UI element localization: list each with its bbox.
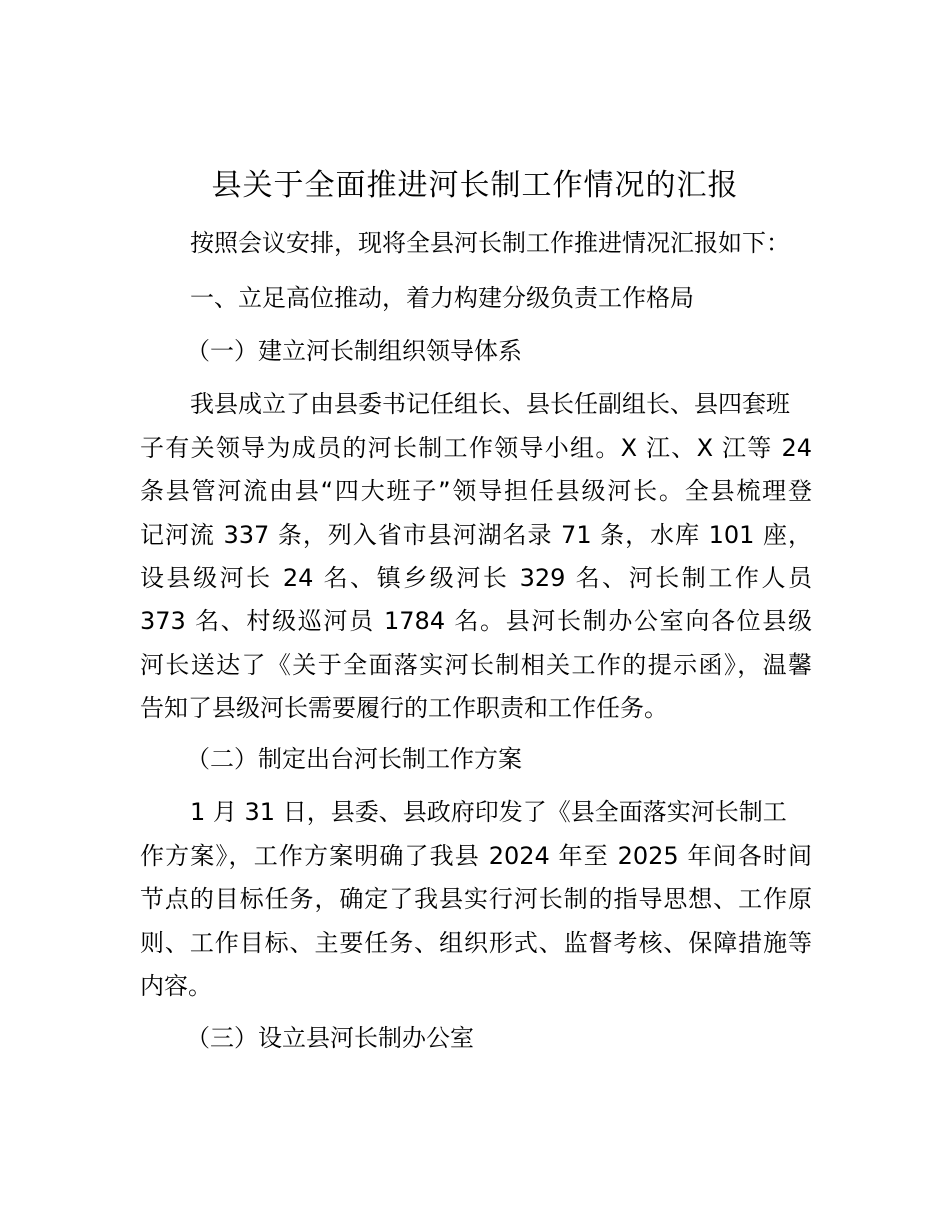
paragraph-line: 子有关领导为成员的河长制工作领导小组。X 江、X 江等 24 — [140, 434, 812, 462]
paragraph-line: 告知了县级河长需要履行的工作职责和工作任务。 — [140, 694, 668, 722]
paragraph-line: 节点的目标任务，确定了我县实行河长制的指导思想、工作原 — [140, 885, 812, 913]
document-title: 县关于全面推进河长制工作情况的汇报 — [211, 168, 739, 203]
subsection-heading-3: （三）设立县河长制办公室 — [186, 1024, 474, 1052]
intro-paragraph: 按照会议安排，现将全县河长制工作推进情况汇报如下： — [190, 229, 790, 257]
paragraph-line: 1 月 31 日，县委、县政府印发了《县全面落实河长制工 — [190, 798, 787, 826]
subsection-heading-1: （一）建立河长制组织领导体系 — [186, 337, 522, 365]
paragraph-line: 我县成立了由县委书记任组长、县长任副组长、县四套班 — [190, 390, 790, 418]
paragraph-line: 作方案》，工作方案明确了我县 2024 年至 2025 年间各时间 — [140, 842, 812, 870]
paragraph-line: 记河流 337 条，列入省市县河湖名录 71 条，水库 101 座， — [140, 521, 812, 549]
section-heading-1: 一、立足高位推动，着力构建分级负责工作格局 — [190, 284, 694, 312]
paragraph-line: 内容。 — [140, 972, 212, 1000]
paragraph-line: 则、工作目标、主要任务、组织形式、监督考核、保障措施等 — [140, 929, 812, 957]
paragraph-line: 河长送达了《关于全面落实河长制相关工作的提示函》，温馨 — [140, 651, 812, 679]
paragraph-line: 373 名、村级巡河员 1784 名。县河长制办公室向各位县级 — [140, 607, 812, 635]
paragraph-line: 条县管河流由县“四大班子”领导担任县级河长。全县梳理登 — [140, 477, 812, 505]
subsection-heading-2: （二）制定出台河长制工作方案 — [186, 745, 522, 773]
paragraph-line: 设县级河长 24 名、镇乡级河长 329 名、河长制工作人员 — [140, 564, 812, 592]
